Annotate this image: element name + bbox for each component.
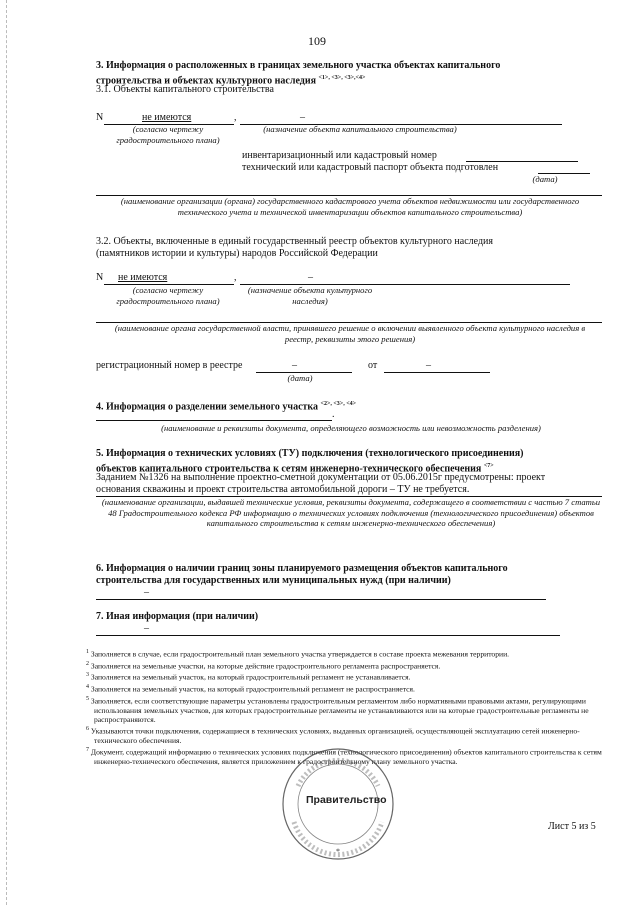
subsection-3-2: 3.2. Объекты, включенные в единый государственный реестр объектов культурного наследия <box>96 236 493 247</box>
comma-2: , <box>234 272 237 283</box>
footnote: $^6$ Указываются точки подключения, содержащиеся в технических условиях, выданных организацией, осуществляющей эксплуатацию сетей инженерно-технического обеспечения. <box>86 726 580 745</box>
footnote: $^4$ Заполняется на земельный участок, на который градостроительный регламент не распространяется. <box>86 684 415 694</box>
caption-naznachenie-2: (назначение объекта культурного наследия) <box>247 285 373 306</box>
section-3-heading-line2: строительства и объектах культурного наследия $^{<1>, <3>, <3>,<4>}$ <box>96 75 366 87</box>
reg-ot-value: – <box>426 360 431 371</box>
section-4-heading: 4. Информация о разделении земельного участка $^{<2>, <3>, <4>}$ <box>96 401 357 413</box>
n2-value: не имеются <box>118 272 168 283</box>
page-number: 109 <box>308 34 326 48</box>
section-7-heading: 7. Иная информация (при наличии) <box>96 611 259 622</box>
n-value: не имеются <box>142 112 192 123</box>
naznach-value: – <box>300 112 305 123</box>
naznach2-value: – <box>308 272 313 283</box>
section-6-heading: 6. Информация о наличии границ зоны планируемого размещения объектов капитального <box>96 563 508 574</box>
footnote: $^3$ Заполняется на земельный участок, на который градостроительный регламент не устанавливается. <box>86 672 411 682</box>
caption-organization: (наименование организации (органа) государственного кадастрового учета объектов недвижимости или государственного технического учета и технической инвентаризации объектов капитального строительства) <box>120 196 580 217</box>
subsection-3-2-line2: (памятников истории и культуры) народов Российской Федерации <box>96 248 378 259</box>
n-label: N <box>96 112 104 123</box>
svg-text:*: * <box>336 847 340 856</box>
section-5-text: Заданием №1326 на выполнение проектно-сметной документации от 05.06.2015г предусмотрены: проект <box>96 472 546 483</box>
inv-number-label: инвентаризационный или кадастровый номер <box>242 150 437 161</box>
section-6-heading-line2: строительства для государственных или муниципальных нужд (при наличии) <box>96 575 451 586</box>
section-4-underline <box>96 420 332 421</box>
comma: , <box>234 112 237 123</box>
section-5-ref: <7> <box>483 463 494 469</box>
sheet-number: Лист 5 из 5 <box>548 821 596 832</box>
reg-ot-underline <box>384 372 490 373</box>
stamp-text: Правительство <box>306 794 387 806</box>
section-3-refs: <1>, <3>, <3>,<4> <box>318 75 366 81</box>
section-4-dot: . <box>332 409 335 420</box>
section-7-value: – <box>144 623 149 634</box>
reg-ot-label: от <box>368 360 378 371</box>
footnote: $^1$ Заполняется в случае, если градостроительный план земельного участка утверждается в составе проекта межевания территории. <box>86 649 510 659</box>
caption-reg-date: (дата) <box>287 373 313 383</box>
caption-date: (дата) <box>532 174 558 184</box>
footnote: $^2$ Заполняется на земельные участки, на которые действие градостроительного регламента распространяется. <box>86 660 441 671</box>
section-7-underline <box>96 635 560 636</box>
subsection-3-1: 3.1. Объекты капитального строительства <box>96 84 274 95</box>
reg-number-value: – <box>292 360 297 371</box>
caption-naznachenie: (назначение объекта капитального строительства) <box>263 124 457 134</box>
section-5-caption: (наименование организации, выдавшей технические условия, реквизиты документа, содержащего в соответствии с частью 7 статьи 48 Градостроительного кодекса РФ информацию о технических условиях подключения (технологического присоединения) объектов капитального строительства к сетям инженерно-технического обеспечения) <box>101 497 601 528</box>
caption-chertezh: (согласно чертежу градостроительного плана) <box>116 124 220 145</box>
footnote: $^5$ Заполняется, если соответствующие параметры установлены градостроительным регламентом либо нормативными правовыми актами, регулирующими использования земельных участков, для которых градостроительные регламенты не устанавливаются или на которые градостроительные регламенты не распространяются. <box>86 695 589 724</box>
section-3-heading: 3. Информация о расположенных в границах земельного участка объектах капитального <box>96 60 501 71</box>
caption-chertezh-2: (согласно чертежу градостроительного плана) <box>116 285 220 306</box>
footnote: $^7$ Документ, содержащий информацию о технических условиях подключения (технологического присоединения) объектов капитального строительства к сетям инженерно-технического обеспечения, является приложением к градостроительному плану земельного участка. <box>86 747 602 766</box>
stamp <box>280 746 396 862</box>
section-6-underline <box>96 599 546 600</box>
reg-number-label: регистрационный номер в реестре <box>96 360 243 371</box>
section-5-text-line2: основания скважины и проект строительства автомобильной дороги – ТУ не требуется. <box>96 484 470 495</box>
section-5-heading: 5. Информация о технических условиях (ТУ) подключения (технологического присоединения) <box>96 448 524 459</box>
tech-passport-label: технический или кадастровый паспорт объекта подготовлен <box>242 162 499 173</box>
caption-organ: (наименование органа государственной власти, принявшего решение о включении выявленного объекта культурного наследия в реестр, реквизиты этого решения) <box>114 323 586 344</box>
section-4-refs: <2>, <3>, <4> <box>320 401 357 407</box>
section-5-heading-line2: объектов капитального строительства к сетям инженерно-технического обеспечения $^{<7>}$ <box>96 463 494 475</box>
n2-label: N <box>96 272 104 283</box>
margin-fold-line <box>6 0 7 905</box>
section-6-value: – <box>144 587 149 598</box>
section-4-caption: (наименование и реквизиты документа, определяющего возможность или невозможность разделения) <box>161 423 541 433</box>
